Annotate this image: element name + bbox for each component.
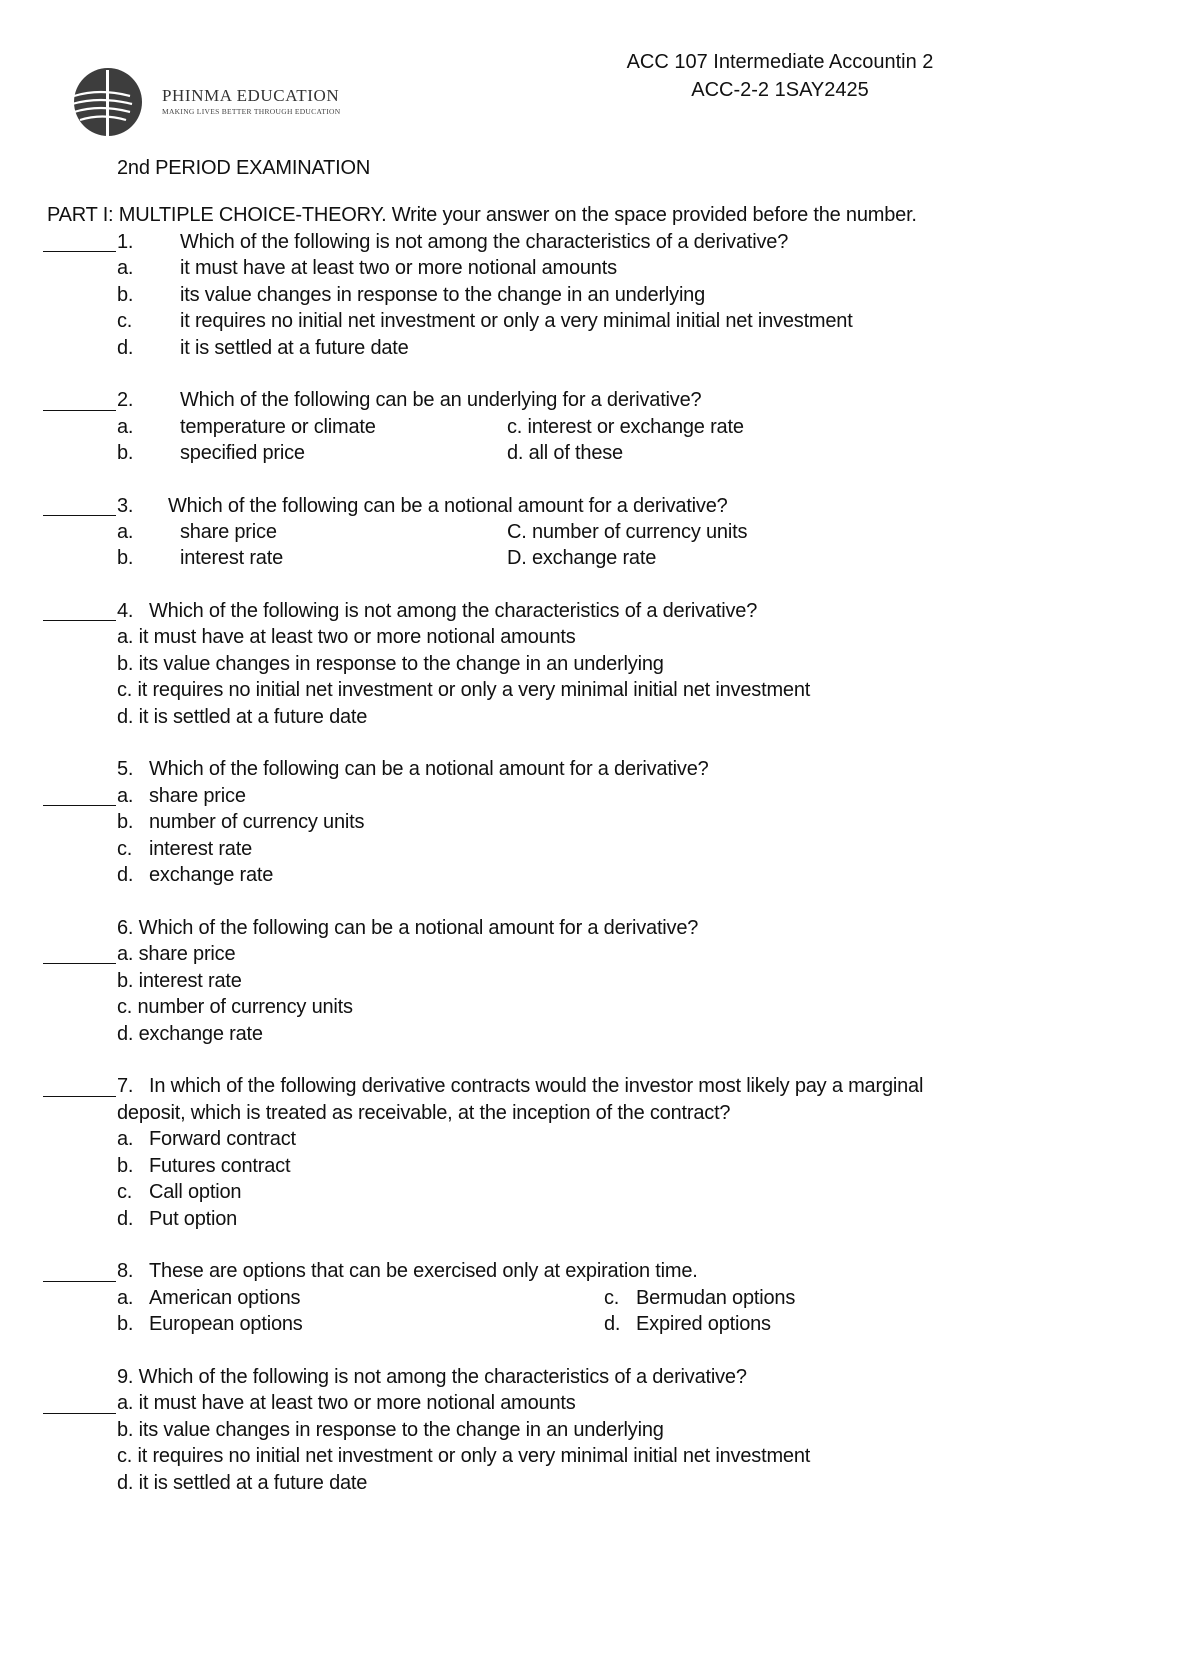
q8-number: 8. (117, 1260, 134, 1282)
q6-text: 6. Which of the following can be a notional amount for a derivative? (117, 917, 699, 939)
q7-choice-b: Futures contract (149, 1155, 291, 1177)
q7-choice-b-letter: b. (117, 1155, 134, 1177)
phinma-emblem-icon (70, 66, 160, 142)
q8-choice-c: Bermudan options (636, 1287, 796, 1309)
q9-choice-b: b. its value changes in response to the change in an underlying (117, 1419, 664, 1441)
q9-choice-c: c. it requires no initial net investment or only a very minimal initial net investment (117, 1445, 811, 1467)
q1-choice-b-letter: b. (117, 284, 134, 306)
q1-text: Which of the following is not among the characteristics of a derivative? (180, 231, 789, 253)
q4-number: 4. (117, 600, 134, 622)
q4-choice-c: c. it requires no initial net investment or only a very minimal initial net investment (117, 679, 811, 701)
answer-blank-3[interactable] (43, 515, 116, 516)
q9-choice-d: d. it is settled at a future date (117, 1472, 368, 1494)
course-title: ACC 107 Intermediate Accountin 2 (626, 51, 934, 73)
q2-choice-a: temperature or climate (180, 416, 376, 438)
q7-choice-a: Forward contract (149, 1128, 296, 1150)
q8-choice-b: European options (149, 1313, 303, 1335)
q1-choice-a-letter: a. (117, 257, 134, 279)
q6-choice-c: c. number of currency units (117, 996, 353, 1018)
q5-choice-d-letter: d. (117, 864, 134, 886)
q3-number: 3. (117, 495, 134, 517)
logo-name: PHINMA EDUCATION (162, 86, 340, 105)
q3-choice-d: D. exchange rate (507, 547, 657, 569)
q3-choice-a-letter: a. (117, 521, 134, 543)
q7-choice-d-letter: d. (117, 1208, 134, 1230)
q4-choice-b: b. its value changes in response to the change in an underlying (117, 653, 664, 675)
q2-choice-d: d. all of these (507, 442, 623, 464)
q2-text: Which of the following can be an underlying for a derivative? (180, 389, 702, 411)
answer-blank-6[interactable] (43, 963, 116, 964)
q3-choice-c: C. number of currency units (507, 521, 748, 543)
q2-choice-b-letter: b. (117, 442, 134, 464)
q8-text: These are options that can be exercised only at expiration time. (149, 1260, 698, 1282)
q1-choice-d-letter: d. (117, 337, 134, 359)
q8-choice-a-letter: a. (117, 1287, 134, 1309)
q5-choice-c-letter: c. (117, 838, 133, 860)
answer-blank-2[interactable] (43, 410, 116, 411)
part-title: PART I: MULTIPLE CHOICE-THEORY. Write your answer on the space provided before the number. (47, 204, 917, 226)
q1-number: 1. (117, 231, 134, 253)
q8-choice-c-letter: c. (604, 1287, 620, 1309)
q4-choice-a: a. it must have at least two or more notional amounts (117, 626, 576, 648)
q3-choice-b-letter: b. (117, 547, 134, 569)
q8-choice-a: American options (149, 1287, 301, 1309)
q3-choice-b: interest rate (180, 547, 284, 569)
q1-choice-a: it must have at least two or more notional amounts (180, 257, 617, 279)
q2-choice-b: specified price (180, 442, 305, 464)
answer-blank-5[interactable] (43, 805, 116, 806)
q1-choice-d: it is settled at a future date (180, 337, 409, 359)
q4-text: Which of the following is not among the characteristics of a derivative? (149, 600, 758, 622)
q7-choice-d: Put option (149, 1208, 238, 1230)
q9-text: 9. Which of the following is not among the characteristics of a derivative? (117, 1366, 747, 1388)
q5-choice-b-letter: b. (117, 811, 134, 833)
q7-choice-c-letter: c. (117, 1181, 133, 1203)
answer-blank-7[interactable] (43, 1096, 116, 1097)
q1-choice-c: it requires no initial net investment or only a very minimal initial net investment (180, 310, 853, 332)
q7-choice-c: Call option (149, 1181, 242, 1203)
q5-text: Which of the following can be a notional amount for a derivative? (149, 758, 709, 780)
q9-choice-a: a. it must have at least two or more notional amounts (117, 1392, 576, 1414)
q8-choice-b-letter: b. (117, 1313, 134, 1335)
q5-choice-c: interest rate (149, 838, 253, 860)
q3-text: Which of the following can be a notional amount for a derivative? (168, 495, 728, 517)
q7-choice-a-letter: a. (117, 1128, 134, 1150)
q7-number: 7. (117, 1075, 134, 1097)
logo-tagline: MAKING LIVES BETTER THROUGH EDUCATION (162, 107, 341, 116)
q4-choice-d: d. it is settled at a future date (117, 706, 368, 728)
q5-choice-b: number of currency units (149, 811, 365, 833)
q7-text-continued: deposit, which is treated as receivable, at the inception of the contract? (117, 1102, 731, 1124)
q5-choice-a-letter: a. (117, 785, 134, 807)
answer-blank-8[interactable] (43, 1281, 116, 1282)
q6-choice-b: b. interest rate (117, 970, 242, 992)
q3-choice-a: share price (180, 521, 277, 543)
q7-text: In which of the following derivative contracts would the investor most likely pay a marginal (149, 1075, 924, 1097)
q8-choice-d-letter: d. (604, 1313, 621, 1335)
answer-blank-4[interactable] (43, 620, 116, 621)
q5-choice-d: exchange rate (149, 864, 274, 886)
q2-choice-a-letter: a. (117, 416, 134, 438)
q5-choice-a: share price (149, 785, 246, 807)
q1-choice-c-letter: c. (117, 310, 133, 332)
section-code: ACC-2-2 1SAY2425 (691, 79, 869, 101)
q8-choice-d: Expired options (636, 1313, 771, 1335)
answer-blank-1[interactable] (43, 251, 116, 252)
q2-choice-c: c. interest or exchange rate (507, 416, 744, 438)
answer-blank-9[interactable] (43, 1413, 116, 1414)
q6-choice-a: a. share price (117, 943, 236, 965)
exam-title: 2nd PERIOD EXAMINATION (117, 157, 371, 179)
q1-choice-b: its value changes in response to the change in an underlying (180, 284, 706, 306)
q5-number: 5. (117, 758, 134, 780)
q6-choice-d: d. exchange rate (117, 1023, 263, 1045)
q2-number: 2. (117, 389, 134, 411)
